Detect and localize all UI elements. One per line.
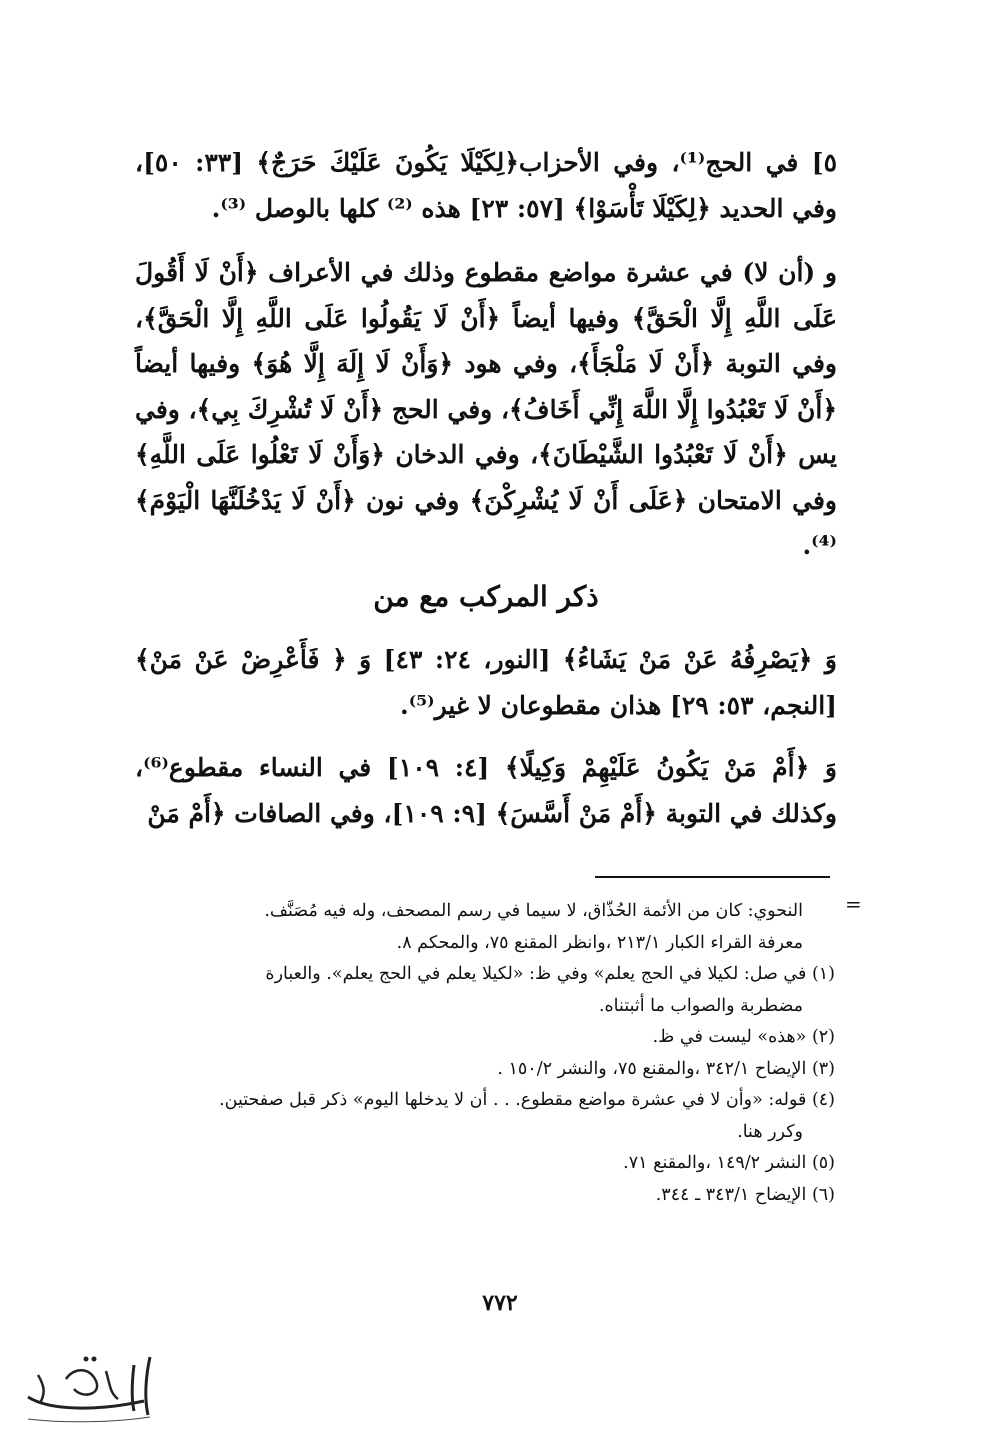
page-number: ٧٧٢: [482, 1290, 518, 1316]
footnote-6: [135, 1180, 835, 1212]
footnote-4-cont: وكرر هنا.: [737, 1121, 803, 1142]
footnote-2: [135, 1022, 835, 1054]
footnote-5: [135, 1148, 835, 1180]
calligraphy-logo: [10, 1345, 160, 1430]
paragraph-4: وَ ﴿أَمْ مَنْ يَكُونُ عَلَيْهِمْ وَكِيلًا﴾ [٤: ١٠٩] في النساء مقطوع⁽⁶⁾، وكذلك في التوبة ﴿أَمْ مَنْ أَسَّسَ﴾ [٩: ١٠٩]، وفي الصافات ﴿أَمْ مَنْ: [135, 753, 837, 828]
footnote-continuation-line: معرفة القراء الكبار ٢١٣/١ ،وانظر المقنع ٧٥، والمحكم ٨.: [396, 932, 803, 953]
continuation-mark: =: [845, 892, 862, 916]
footnote-text: النشر ١٤٩/٢ ،والمقنع ٧١.: [623, 1153, 807, 1173]
footnote-text: في صل: لكيلا في الحج يعلم» وفي ظ: «لكيلا يعلم في الحج يعلم». والعبارة: [265, 964, 807, 984]
footnote-marker: (٣): [811, 1058, 835, 1079]
paragraph-1: ٥] في الحج⁽¹⁾، وفي الأحزاب﴿لِكَيْلَا يَكُونَ عَلَيْكَ حَرَجٌ﴾ [٣٣: ٥٠]، وفي الحديد ﴿لِكَيْلَا تَأْسَوْا﴾ [٥٧: ٢٣] هذه ⁽²⁾ كلها بالوصل ⁽³⁾.: [135, 148, 837, 223]
footnote-marker: (٢): [811, 1027, 835, 1047]
footnotes: [135, 896, 835, 1211]
footnote-separator: [595, 876, 830, 878]
footnote-1: [135, 959, 835, 991]
footnote-1-cont: مضطربة والصواب ما أثبتناه.: [598, 995, 803, 1016]
footnote-marker: (١): [811, 964, 835, 984]
footnote-3: [135, 1054, 835, 1086]
paragraph-2: و (أن لا) في عشرة مواضع مقطوع وذلك في الأعراف ﴿أَنْ لَا أَقُولَ عَلَى اللَّهِ إِلَّا الْحَقَّ﴾ وفيها أيضاً ﴿أَنْ لَا يَقُولُوا عَلَى اللَّهِ إِلَّا الْحَقَّ﴾، وفي التوبة ﴿أَنْ لَا مَلْجَأَ﴾، وفي هود ﴿وَأَنْ لَا إِلَهَ إِلَّا هُوَ﴾ وفيها أيضاً ﴿أَنْ لَا تَعْبُدُوا إِلَّا اللَّهَ إِنِّي أَخَافُ﴾، وفي الحج ﴿أَنْ لَا تُشْرِكَ بِي﴾، وفي يس ﴿أَنْ لَا تَعْبُدُوا الشَّيْطَانَ﴾، وفي الدخان ﴿وَأَنْ لَا تَعْلُوا عَلَى اللَّهِ﴾ وفي الامتحان ﴿عَلَى أَنْ لَا يُشْرِكْنَ﴾ وفي نون ﴿أَنْ لَا يَدْخُلَنَّهَا الْيَوْمَ﴾⁽⁴⁾.: [135, 258, 837, 560]
footnote-text: الإيضاح ٣٤٣/١ ـ ٣٤٤.: [655, 1184, 807, 1205]
footnote-text: قوله: «وأن لا في عشرة مواضع مقطوع. . . أن لا يدخلها اليوم» ذكر قبل صفحتين.: [219, 1090, 807, 1110]
footnote-marker: (٥): [811, 1153, 835, 1173]
footnote-4: [135, 1085, 835, 1117]
footnote-marker: (٦): [811, 1184, 835, 1205]
footnote-continuation-line: النحوي: كان من الأئمة الحُذّاق، لا سيما في رسم المصحف، وله فيه مُصَنَّف.: [264, 901, 803, 921]
section-heading: ذكر المركب مع من: [373, 580, 599, 613]
footnote-text: الإيضاح ٣٤٢/١ ،والمقنع ٧٥، والنشر ١٥٠/٢ .: [497, 1058, 807, 1079]
paragraph-3: وَ ﴿يَصْرِفُهُ عَنْ مَنْ يَشَاءُ﴾ [النور، ٢٤: ٤٣] وَ ﴿ فَأَعْرِضْ عَنْ مَنْ﴾ [النجم، ٥٣: ٢٩] هذان مقطوعان لا غير⁽⁵⁾.: [135, 645, 837, 720]
footnote-marker: (٤): [811, 1090, 835, 1110]
footnote-text: «هذه» ليست في ظ.: [652, 1027, 807, 1047]
